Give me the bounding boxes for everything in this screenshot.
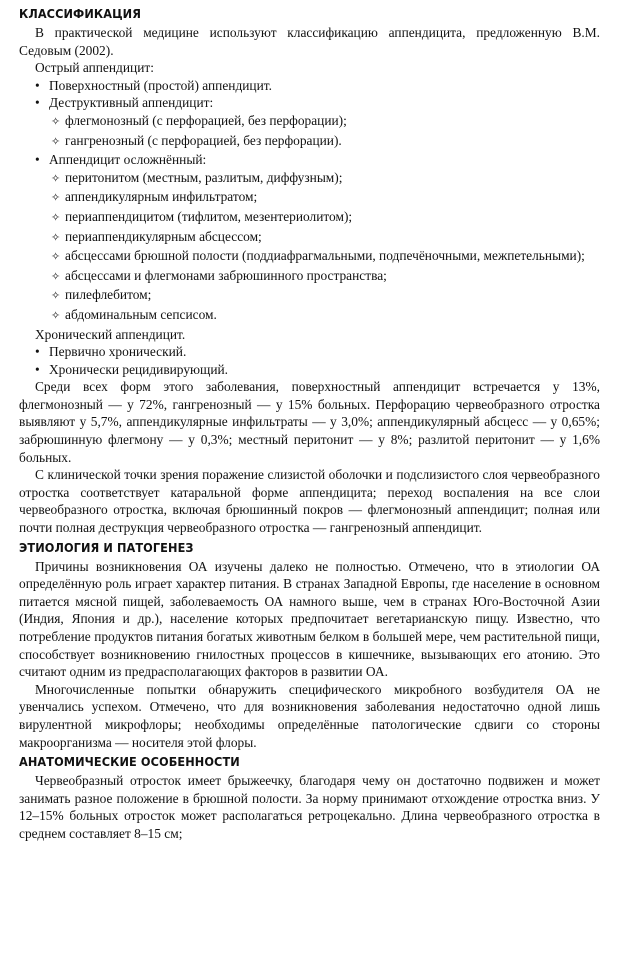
list-item-text: Хронически рецидивирующий. [49, 361, 229, 377]
microbe-paragraph: Многочисленные попытки обнаружить специфического микробного возбудителя ОА не увенчались успехом. Отмечено, что для возникновения заболевания недостаточно одной лишь вирулентной микрофлоры; необходимы определённые патологические сдвиги со стороны макроорганизма — носителя этой флоры. [19, 681, 600, 750]
sub-list-item-text: абдоминальным сепсисом. [65, 306, 217, 322]
anatomy-heading: АНАТОМИЧЕСКИЕ ОСОБЕННОСТИ [19, 755, 240, 770]
list-item-text: Деструктивный аппендицит: [49, 95, 214, 111]
bullet-icon: • [35, 95, 40, 111]
list-item [19, 94, 600, 112]
sub-list-item-text: аппендикулярным инфильтратом; [65, 189, 258, 205]
classification-intro: В практической медицине используют классификацию аппендицита, предложенную В.М. Седовым (2002). [19, 25, 600, 58]
bullet-icon: • [35, 344, 40, 360]
bullet-icon: • [35, 361, 40, 377]
etiology-heading: ЭТИОЛОГИЯ И ПАТОГЕНЕЗ [19, 540, 194, 555]
chronic-label: Хронический аппендицит. [35, 326, 186, 342]
diamond-bullet-icon: ✧ [51, 192, 61, 205]
acute-label: Острый аппендицит: [35, 60, 154, 76]
sub-list-item [19, 267, 600, 287]
sub-list-item [19, 228, 600, 248]
bullet-icon: • [35, 152, 40, 168]
sub-list-item [19, 208, 600, 228]
clinical-paragraph: С клинической точки зрения поражение слизистой оболочки и подслизистого слоя червеобразного отростка соответствует катаральной форме аппендицита; переход воспаления на все слои червеобразного отростка, включая брюшинный покров — флегмонозный аппендицит; полная или почти полная деструкция червеобразного отростка — гангренозный аппендицит. [19, 467, 600, 536]
diamond-bullet-icon: ✧ [51, 290, 61, 303]
diamond-bullet-icon: ✧ [51, 251, 61, 264]
diamond-bullet-icon: ✧ [51, 115, 61, 128]
diamond-bullet-icon: ✧ [51, 172, 61, 185]
classification-heading: КЛАССИФИКАЦИЯ [19, 7, 142, 21]
sub-list-item [19, 286, 600, 306]
bullet-icon: • [35, 77, 40, 93]
sub-list-item-text: периаппендицитом (тифлитом, мезентериолитом); [65, 208, 353, 224]
diamond-bullet-icon: ✧ [51, 309, 61, 322]
sub-list-item-text: пилефлебитом; [65, 287, 152, 303]
sub-list-item [19, 132, 600, 152]
diamond-bullet-icon: ✧ [51, 270, 61, 283]
sub-list-item-text: флегмонозный (с перфорацией, без перфорации); [65, 112, 347, 128]
sub-list-item-text: гангренозный (с перфорацией, без перфорации). [65, 132, 342, 148]
diamond-bullet-icon: ✧ [51, 211, 61, 224]
mesentery-paragraph: Червеобразный отросток имеет брыжеечку, благодаря чему он достаточно подвижен и может занимать разное положение в брюшной полости. За норму принимают отхождение отростка вниз. У 12–15% больных отросток может располагаться ретроцекально. Длина червеобразного отростка в среднем составляет 8–15 см; [19, 773, 600, 841]
diamond-bullet-icon: ✧ [51, 231, 61, 244]
sub-list-item-text: абсцессами брюшной полости (поддиафрагмальными, подпечёночными, межпетельными); [65, 248, 585, 264]
list-item [19, 361, 600, 379]
list-item [19, 151, 600, 169]
frequency-paragraph: Среди всех форм этого заболевания, поверхностный аппендицит встречается у 13%, флегмонозный — у 72%, гангренозный — у 15% больных. Перфорацию червеобразного отростка выявляют у 5,7%, аппендикулярные инфильтраты — у 3,0%; аппендикулярный абсцесс — у 0,65%; забрюшинную флегмону — у 0,3%; местный перитонит — у 8%; разлитой перитонит — у 1,6% больных. [19, 379, 600, 465]
sub-list-item [19, 169, 600, 189]
sub-list-item [19, 112, 600, 132]
list-item-text: Поверхностный (простой) аппендицит. [49, 77, 272, 93]
sub-list-item-text: абсцессами и флегмонами забрюшинного пространства; [65, 267, 387, 283]
sub-list-item [19, 306, 600, 326]
sub-list-item-text: перитонитом (местным, разлитым, диффузным); [65, 169, 343, 185]
list-item [19, 343, 600, 361]
sub-list-item-text: периаппендикулярным абсцессом; [65, 228, 262, 244]
list-item [19, 77, 600, 95]
sub-list-item [19, 188, 600, 208]
list-item-text: Аппендицит осложнённый: [49, 152, 207, 168]
diamond-bullet-icon: ✧ [51, 135, 61, 148]
sub-list-item [19, 247, 600, 267]
list-item-text: Первично хронический. [49, 344, 187, 360]
causes-paragraph: Причины возникновения ОА изучены далеко не полностью. Отмечено, что в этиологии ОА определённую роль играет характер питания. В странах Западной Европы, где население в основном питается мясной пищей, заболеваемость ОА намного выше, чем в странах Юго-Восточной Азии (Индия, Япония и др.), население которых предпочитает вегетарианскую пищу. Известно, что потребление продуктов питания богатых животным белком в большей мере, чем растительной пищи, способствует возникновению гнилостных процессов в кишечнике, вызывающих его атонию. Это считают одним из предрасполагающих факторов в развитии ОА. [19, 558, 600, 680]
